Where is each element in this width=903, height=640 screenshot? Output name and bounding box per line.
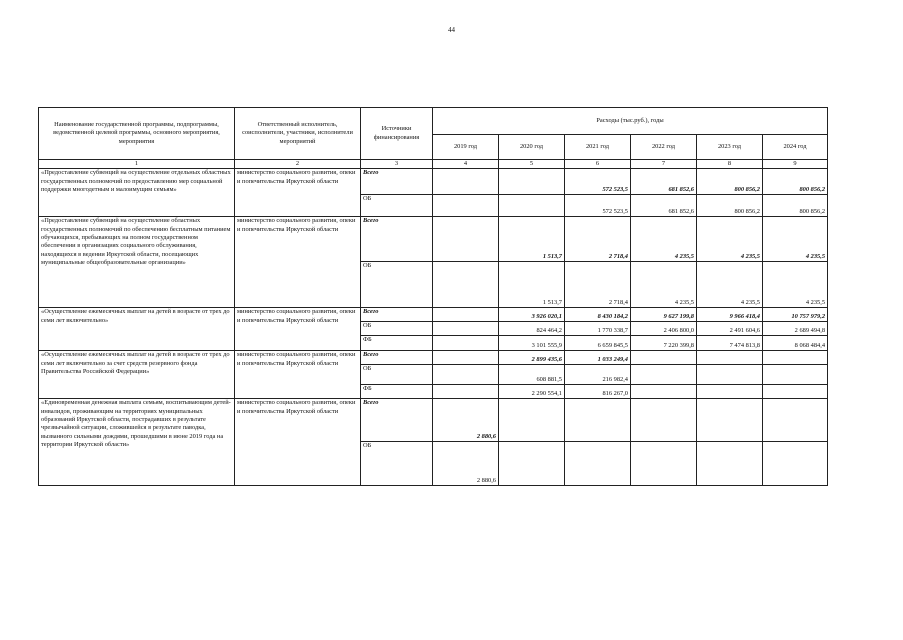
program-name-cell: «Осуществление ежемесячных выплат на детей в возрасте от трех до семи лет включительно» (39, 308, 235, 351)
amount-cell (433, 336, 499, 351)
amount-cell: 608 881,5 (499, 365, 565, 385)
amount-cell (565, 399, 631, 442)
amount-cell (433, 322, 499, 336)
amount-cell: 4 235,5 (697, 262, 763, 308)
amount-cell: 4 235,5 (631, 217, 697, 262)
amount-cell: 800 856,2 (697, 195, 763, 217)
table-row (39, 351, 828, 365)
amount-cell (433, 217, 499, 262)
header-year: 2022 год (631, 135, 697, 160)
funding-source-cell: Всего (361, 217, 433, 262)
amount-cell: 800 856,2 (763, 169, 828, 195)
header-source: Источники финансирования (361, 108, 433, 160)
program-name-cell: «Предоставление субвенций на осуществление отдельных областных государственных полномочий по предоставлению мер социальной поддержки многодетным и малоимущим семьям» (39, 169, 235, 217)
funding-source-cell: Всего (361, 308, 433, 322)
amount-cell: 10 757 979,2 (763, 308, 828, 322)
amount-cell (763, 365, 828, 385)
funding-source-cell: ОБ (361, 442, 433, 486)
amount-cell (697, 442, 763, 486)
amount-cell: 3 101 555,9 (499, 336, 565, 351)
header-year: 2019 год (433, 135, 499, 160)
amount-cell (433, 351, 499, 365)
amount-cell (499, 399, 565, 442)
amount-cell (763, 385, 828, 399)
amount-cell (697, 351, 763, 365)
amount-cell: 1 033 249,4 (565, 351, 631, 365)
amount-cell (433, 262, 499, 308)
column-number: 5 (499, 160, 565, 169)
amount-cell: 2 491 604,6 (697, 322, 763, 336)
column-number: 1 (39, 160, 235, 169)
table-row (39, 399, 828, 442)
responsible-cell: министерство социального развития, опеки и попечительства Иркутской области (235, 399, 361, 486)
amount-cell (763, 399, 828, 442)
amount-cell: 800 856,2 (697, 169, 763, 195)
amount-cell: 4 235,5 (697, 217, 763, 262)
amount-cell: 572 523,5 (565, 169, 631, 195)
amount-cell: 2 689 494,8 (763, 322, 828, 336)
expenses-table (38, 107, 828, 486)
funding-source-cell: Всего (361, 169, 433, 195)
amount-cell: 9 966 418,4 (697, 308, 763, 322)
amount-cell: 216 982,4 (565, 365, 631, 385)
amount-cell: 824 464,2 (499, 322, 565, 336)
amount-cell: 2 899 435,6 (499, 351, 565, 365)
header-year: 2021 год (565, 135, 631, 160)
amount-cell: 6 659 845,5 (565, 336, 631, 351)
table-row (39, 169, 828, 195)
amount-cell (499, 195, 565, 217)
column-number: 6 (565, 160, 631, 169)
amount-cell: 1 770 338,7 (565, 322, 631, 336)
column-number: 2 (235, 160, 361, 169)
amount-cell: 7 474 813,8 (697, 336, 763, 351)
program-name-cell: «Осуществление ежемесячных выплат на детей в возрасте от трех до семи лет включительно за счет средств резервного фонда Правительства Российской Федерации» (39, 351, 235, 399)
amount-cell (433, 195, 499, 217)
amount-cell: 3 926 020,1 (499, 308, 565, 322)
responsible-cell: министерство социального развития, опеки и попечительства Иркутской области (235, 169, 361, 217)
amount-cell: 7 220 399,8 (631, 336, 697, 351)
amount-cell (499, 442, 565, 486)
funding-source-cell: ФБ (361, 336, 433, 351)
header-expenses: Расходы (тыс.руб.), годы (433, 108, 828, 135)
table-body (39, 169, 828, 486)
amount-cell: 8 068 484,4 (763, 336, 828, 351)
amount-cell: 4 235,5 (763, 217, 828, 262)
amount-cell (631, 365, 697, 385)
amount-cell (433, 169, 499, 195)
amount-cell (565, 442, 631, 486)
amount-cell: 1 513,7 (499, 262, 565, 308)
header-name: Наименование государственной программы, подпрограммы, ведомственной целевой программы, основного мероприятия, мероприятия (39, 108, 235, 160)
amount-cell: 572 523,5 (565, 195, 631, 217)
funding-source-cell: ОБ (361, 365, 433, 385)
responsible-cell: министерство социального развития, опеки и попечительства Иркутской области (235, 217, 361, 308)
column-number: 4 (433, 160, 499, 169)
responsible-cell: министерство социального развития, опеки и попечительства Иркутской области (235, 351, 361, 399)
amount-cell: 2 880,6 (433, 399, 499, 442)
header-year: 2023 год (697, 135, 763, 160)
column-number: 8 (697, 160, 763, 169)
funding-source-cell: ОБ (361, 322, 433, 336)
amount-cell: 681 852,6 (631, 195, 697, 217)
funding-source-cell: Всего (361, 399, 433, 442)
table-row (39, 217, 828, 262)
funding-source-cell: ФБ (361, 385, 433, 399)
amount-cell: 4 235,5 (763, 262, 828, 308)
table-row (39, 308, 828, 322)
amount-cell: 800 856,2 (763, 195, 828, 217)
amount-cell (433, 365, 499, 385)
page-number: 44 (448, 26, 455, 34)
amount-cell (697, 399, 763, 442)
amount-cell (763, 442, 828, 486)
amount-cell: 2 880,6 (433, 442, 499, 486)
amount-cell (433, 308, 499, 322)
amount-cell: 8 430 184,2 (565, 308, 631, 322)
amount-cell (631, 442, 697, 486)
amount-cell: 1 513,7 (499, 217, 565, 262)
amount-cell: 9 627 199,8 (631, 308, 697, 322)
program-name-cell: «Единовременная денежная выплата семьям, воспитывающим детей-инвалидов, проживающим на территориях муниципальных образований Иркутской области, пострадавших в результате чрезвычайной ситуации, сложившейся в результате паводка, вызванного сильными дождями, прошедшими в июне 2019 года на территории Иркутской области» (39, 399, 235, 486)
program-name-cell: «Предоставление субвенций на осуществление областных государственных полномочий по обеспечению бесплатным питанием обучающихся, пребывающих на полном государственном обеспечении в организациях социального обслуживания, находящихся в ведении Иркутской области, посещающих муниципальные общеобразовательные организации» (39, 217, 235, 308)
header-responsible: Ответственный исполнитель, соисполнители, участники, исполнители мероприятий (235, 108, 361, 160)
amount-cell: 681 852,6 (631, 169, 697, 195)
column-number: 3 (361, 160, 433, 169)
amount-cell (433, 385, 499, 399)
funding-source-cell: ОБ (361, 262, 433, 308)
column-number: 7 (631, 160, 697, 169)
amount-cell: 816 267,0 (565, 385, 631, 399)
amount-cell (631, 351, 697, 365)
amount-cell (499, 169, 565, 195)
amount-cell: 2 290 554,1 (499, 385, 565, 399)
amount-cell: 2 406 800,0 (631, 322, 697, 336)
header-year: 2020 год (499, 135, 565, 160)
funding-source-cell: ОБ (361, 195, 433, 217)
amount-cell (763, 351, 828, 365)
amount-cell: 4 235,5 (631, 262, 697, 308)
column-number: 9 (763, 160, 828, 169)
amount-cell: 2 718,4 (565, 262, 631, 308)
funding-source-cell: Всего (361, 351, 433, 365)
header-year: 2024 год (763, 135, 828, 160)
amount-cell (631, 385, 697, 399)
amount-cell: 2 718,4 (565, 217, 631, 262)
amount-cell (697, 365, 763, 385)
amount-cell (631, 399, 697, 442)
responsible-cell: министерство социального развития, опеки и попечительства Иркутской области (235, 308, 361, 351)
amount-cell (697, 385, 763, 399)
